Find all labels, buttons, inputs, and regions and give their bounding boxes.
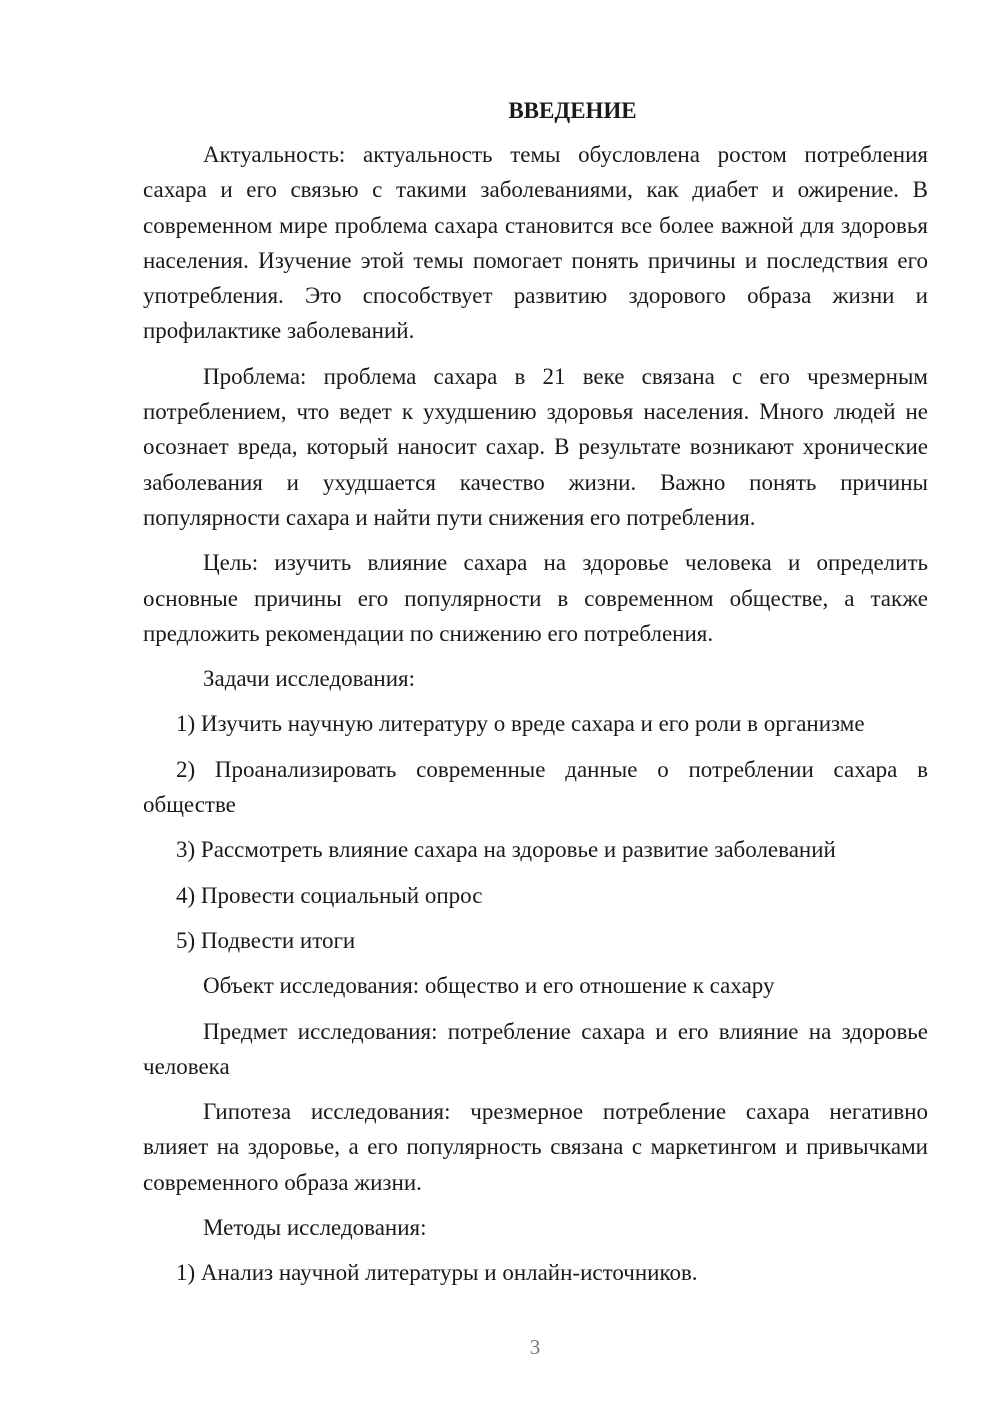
task-item: 1) Изучить научную литературу о вреде сахара и его роли в организме	[176, 711, 865, 737]
method-item: 1) Анализ научной литературы и онлайн-источников.	[176, 1260, 698, 1286]
methods-title: Методы исследования:	[203, 1215, 427, 1241]
page-number: 3	[529, 1335, 541, 1359]
task-item: 2) Проанализировать современные данные о потреблении сахара в обществе	[143, 756, 928, 818]
object-paragraph: Объект исследования: общество и его отношение к сахару	[203, 973, 775, 999]
task-item: 3) Рассмотреть влияние сахара на здоровье и развитие заболеваний	[176, 837, 836, 863]
goal-paragraph: Цель: изучить влияние сахара на здоровье человека и определить основные причины его популярности в современном обществе, а также предложить рекомендации по снижению его потребления.	[143, 550, 928, 646]
subject-paragraph: Предмет исследования: потребление сахара и его влияние на здоровье человека	[143, 1018, 928, 1079]
document-body	[143, 95, 928, 1291]
hypothesis-paragraph: Гипотеза исследования: чрезмерное потребление сахара негативно влияет на здоровье, а его популярность связана с маркетингом и привычками современного образа жизни.	[143, 1099, 928, 1195]
problem-paragraph: Проблема: проблема сахара в 21 веке связана с его чрезмерным потреблением, что ведет к ухудшению здоровья населения. Много людей не осознает вреда, который наносит сахар. В результате возникают хронические заболевания и ухудшается качество жизни. Важно понять причины популярности сахара и найти пути снижения его потребления.	[143, 363, 928, 530]
section-heading: ВВЕДЕНИЕ	[508, 98, 637, 123]
task-item: 5) Подвести итоги	[176, 927, 356, 953]
relevance-paragraph: Актуальность: актуальность темы обусловлена ростом потребления сахара и его связью с такими заболеваниями, как диабет и ожирение. В современном мире проблема сахара становится все более важной для здоровья населения. Изучение этой темы помогает понять причины и последствия его употребления. Это способствует развитию здорового образа жизни и профилактике заболеваний.	[143, 142, 928, 344]
tasks-title: Задачи исследования:	[203, 666, 416, 692]
task-item: 4) Провести социальный опрос	[176, 882, 483, 908]
